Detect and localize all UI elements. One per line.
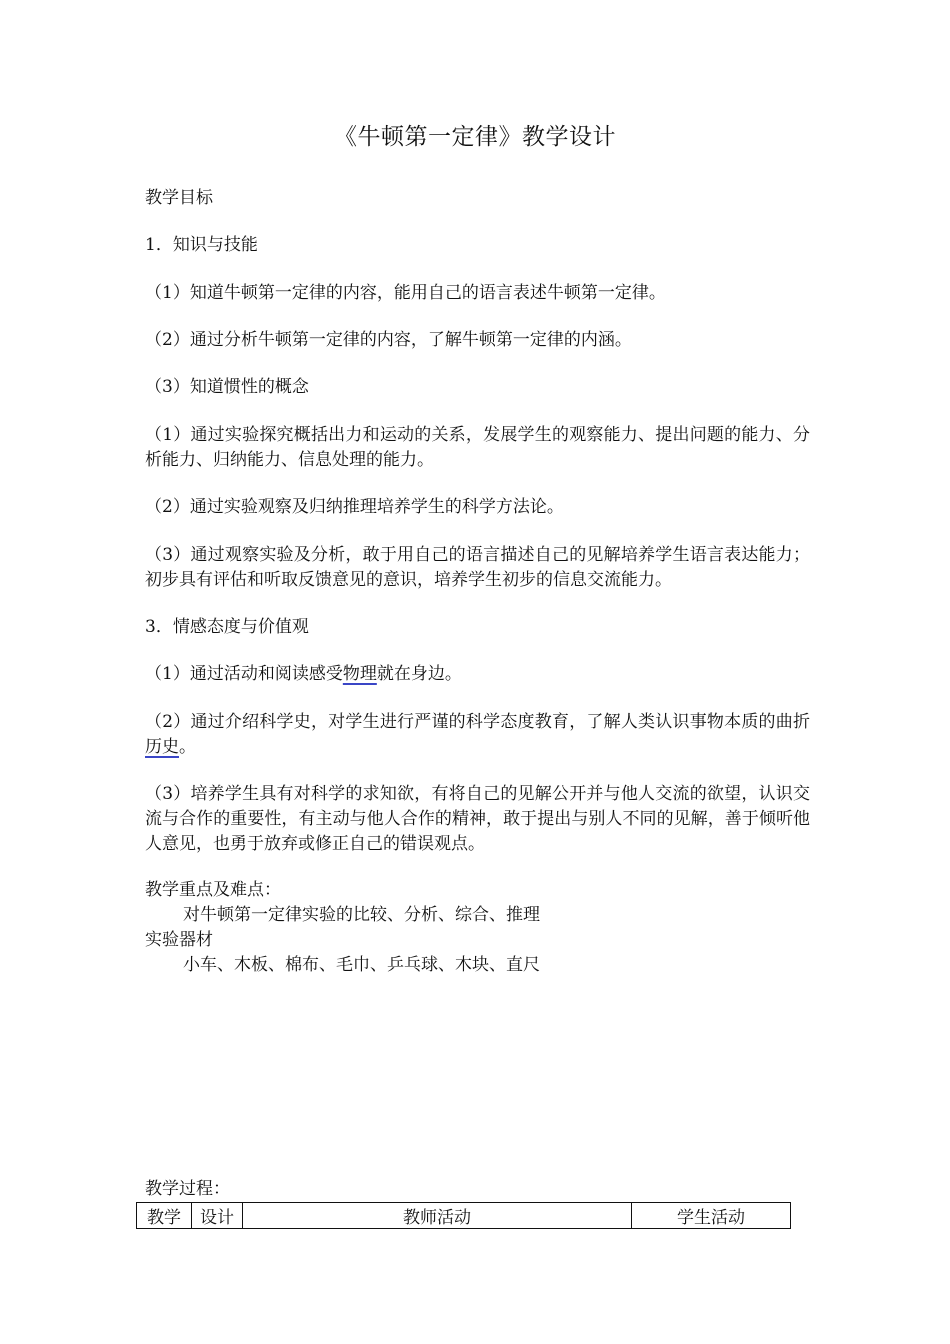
attitude-item-2-text-b: 。 [179, 737, 196, 757]
process-method-item-3: （3）通过观察实验及分析，敢于用自己的语言描述自己的见解培养学生语言表达能力；初步具有评估和听取反馈意见的意识，培养学生初步的信息交流能力。 [145, 545, 810, 590]
process-method-item-1: （1）通过实验探究概括出力和运动的关系，发展学生的观察能力、提出问题的能力、分析能力、归纳能力、信息处理的能力。 [145, 425, 810, 470]
underlined-word-physics: 物理 [342, 664, 377, 684]
knowledge-item-2: （2）通过分析牛顿第一定律的内容，了解牛顿第一定律的内涵。 [145, 330, 632, 350]
underlined-word-history: 历史 [145, 737, 179, 757]
table-header-cell-student-activity: 学生活动 [632, 1203, 791, 1229]
attitude-item-1 [145, 662, 810, 687]
table-header-row [137, 1203, 791, 1229]
table-header-cell-teaching: 教学 [137, 1203, 192, 1229]
equipment-heading: 实验器材 [145, 930, 213, 950]
document-title: 《牛顿第一定律》教学设计 [334, 124, 616, 150]
key-points-content: 对牛顿第一定律实验的比较、分析、综合、推理 [183, 905, 540, 925]
objectives-heading: 教学目标 [145, 188, 213, 208]
attitude-item-2-text-a: （2）通过介绍科学史，对学生进行严谨的科学态度教育，了解人类认识事物本质的曲折 [145, 712, 810, 732]
table-header-cell-design: 设计 [192, 1203, 243, 1229]
attitude-item-2 [145, 710, 810, 760]
teaching-process-heading: 教学过程： [145, 1179, 230, 1199]
key-points-heading: 教学重点及难点： [145, 880, 281, 900]
knowledge-item-3: （3）知道惯性的概念 [145, 377, 309, 397]
attitude-item-1-text-a: （1）通过活动和阅读感受 [145, 664, 343, 684]
attitude-item-1-text-b: 就在身边。 [376, 664, 462, 684]
teaching-process-table [136, 1202, 791, 1229]
table-header-cell-teacher-activity: 教师活动 [243, 1203, 632, 1229]
attitude-item-3: （3）培养学生具有对科学的求知欲，有将自己的见解公开并与他人交流的欲望，认识交流与合作的重要性，有主动与他人合作的精神，敢于提出与别人不同的见解，善于倾听他人意见，也勇于放弃或修正自己的错误观点。 [145, 784, 810, 854]
section-attitude-heading: 3．情感态度与价值观 [145, 617, 309, 637]
equipment-content: 小车、木板、棉布、毛巾、乒乓球、木块、直尺 [183, 955, 540, 975]
knowledge-item-1: （1）知道牛顿第一定律的内容，能用自己的语言表述牛顿第一定律。 [145, 283, 666, 303]
process-method-item-2: （2）通过实验观察及归纳推理培养学生的科学方法论。 [145, 497, 564, 517]
section-knowledge-heading: 1．知识与技能 [145, 235, 258, 255]
